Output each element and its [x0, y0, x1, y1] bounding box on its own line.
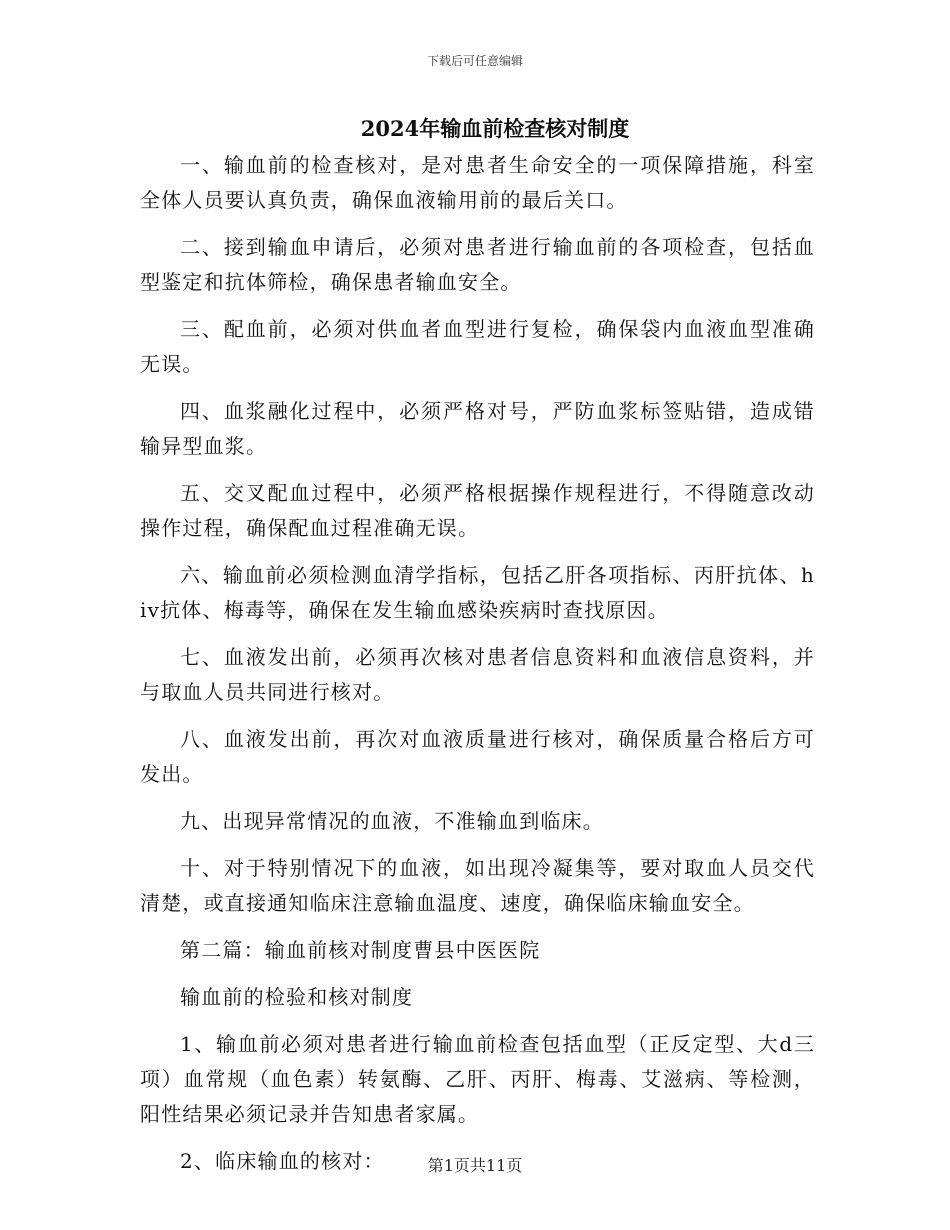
paragraph-1: 一、输血前的检查核对，是对患者生命安全的一项保障措施，科室全体人员要认真负责，确保血液输用前的最后关口。 [140, 153, 815, 212]
paragraph-12: 2、临床输血的核对： [180, 1149, 385, 1173]
header-note: 下载后可任意编辑 [426, 54, 523, 68]
paragraph-5: 五、交叉配血过程中，必须严格根据操作规程进行，不得随意改动操作过程，确保配血过程准确无误。 [140, 481, 815, 540]
paragraph-8: 八、血液发出前，再次对血液质量进行核对，确保质量合格后方可发出。 [140, 727, 815, 786]
document-title: 2024年输血前检查核对制度 [360, 116, 630, 141]
section-heading-second-part: 第二篇：输血前核对制度曹县中医医院 [180, 938, 541, 962]
paragraph-10: 十、对于特别情况下的血液，如出现冷凝集等，要对取血人员交代清楚，或直接通知临床注意输血温度、速度，确保临床输血安全。 [140, 856, 815, 915]
section-subheading: 输血前的检验和核对制度 [180, 985, 414, 1009]
paragraph-2: 二、接到输血申请后，必须对患者进行输血前的各项检查，包括血型鉴定和抗体筛检，确保患者输血安全。 [140, 235, 815, 294]
page-number: 第1页共11页 [427, 1156, 523, 1175]
paragraph-4: 四、血浆融化过程中，必须严格对号，严防血浆标签贴错，造成错输异型血浆。 [140, 399, 815, 458]
paragraph-6: 六、输血前必须检测血清学指标，包括乙肝各项指标、丙肝抗体、hiv抗体、梅毒等，确保在发生输血感染疾病时查找原因。 [140, 563, 815, 622]
document-body [140, 148, 815, 1191]
paragraph-11: 1、输血前必须对患者进行输血前检查包括血型（正反定型、大d三项）血常规（血色素）转氨酶、乙肝、丙肝、梅毒、艾滋病、等检测，阳性结果必须记录并告知患者家属。 [140, 1032, 815, 1126]
paragraph-3: 三、配血前，必须对供血者血型进行复检，确保袋内血液血型准确无误。 [140, 317, 815, 376]
paragraph-9: 九、出现异常情况的血液，不准输血到临床。 [180, 809, 604, 833]
paragraph-7: 七、血液发出前，必须再次核对患者信息资料和血液信息资料，并与取血人员共同进行核对。 [140, 645, 815, 704]
